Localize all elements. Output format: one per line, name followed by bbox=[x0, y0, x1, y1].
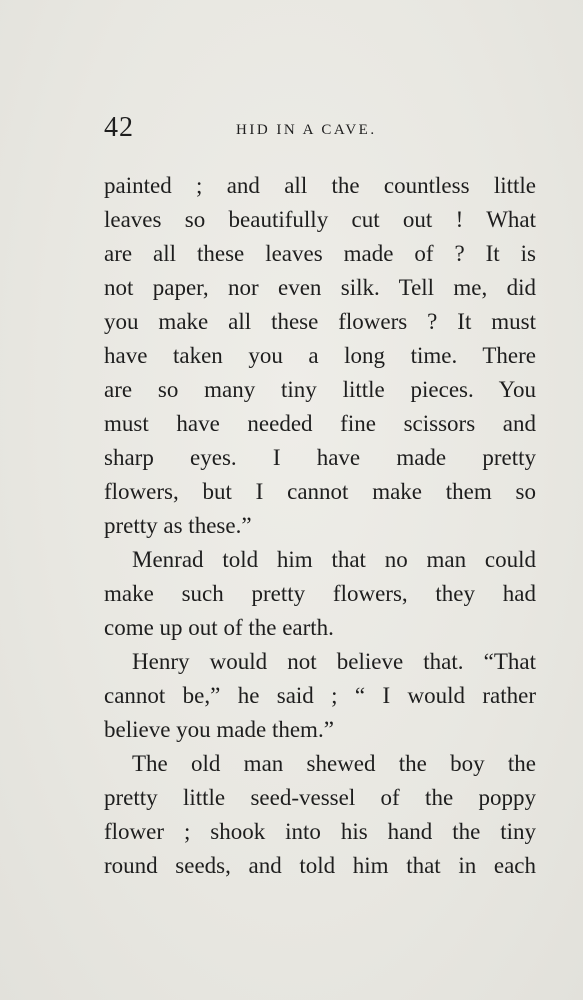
text-line: flower ; shook into his hand the tiny bbox=[104, 819, 536, 844]
text-line: come up out of the earth. bbox=[104, 615, 334, 640]
text-line: not paper, nor even silk. Tell me, did bbox=[104, 275, 536, 300]
body-text bbox=[104, 169, 536, 883]
text-line: are so many tiny little pieces. You bbox=[104, 377, 536, 402]
text-line: have taken you a long time. There bbox=[104, 343, 536, 368]
text-line: sharp eyes. I have made pretty bbox=[104, 445, 536, 470]
text-line: round seeds, and told him that in each bbox=[104, 853, 536, 878]
text-line: pretty little seed-vessel of the poppy bbox=[104, 785, 536, 810]
page-number: 42 bbox=[104, 112, 134, 143]
text-line: Henry would not believe that. “That bbox=[132, 649, 536, 674]
page-header bbox=[104, 112, 536, 148]
text-line: leaves so beautifully cut out ! What bbox=[104, 207, 536, 232]
text-line: make such pretty flowers, they had bbox=[104, 581, 536, 606]
text-line: must have needed fine scissors and bbox=[104, 411, 536, 436]
text-line: flowers, but I cannot make them so bbox=[104, 479, 536, 504]
text-line: are all these leaves made of ? It is bbox=[104, 241, 536, 266]
text-line: painted ; and all the countless little bbox=[104, 173, 536, 198]
text-line: believe you made them.” bbox=[104, 717, 334, 742]
text-line: you make all these flowers ? It must bbox=[104, 309, 536, 334]
running-head: HID IN A CAVE. bbox=[236, 122, 377, 138]
text-line: cannot be,” he said ; “ I would rather bbox=[104, 683, 536, 708]
text-line: The old man shewed the boy the bbox=[132, 751, 536, 776]
text-line: pretty as these.” bbox=[104, 513, 252, 538]
text-line: Menrad told him that no man could bbox=[132, 547, 536, 572]
